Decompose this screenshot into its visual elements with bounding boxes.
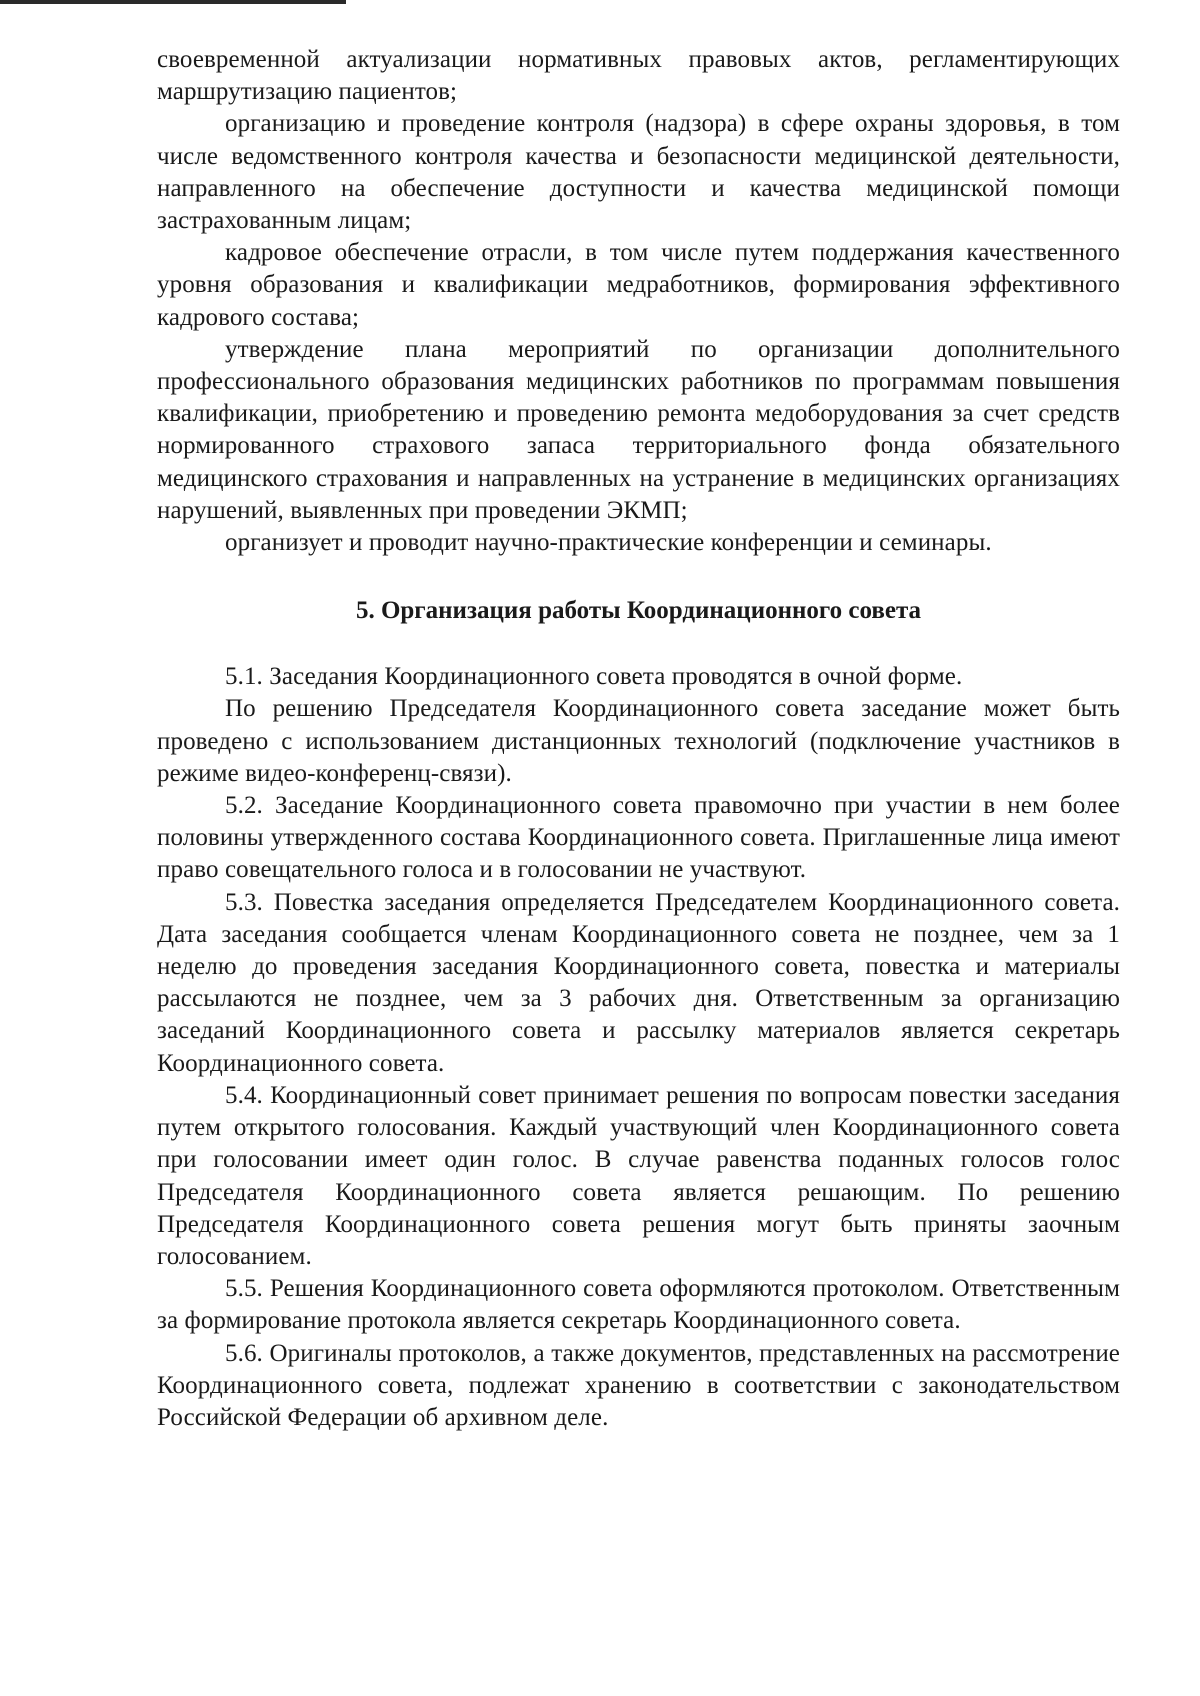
paragraph-5-2: 5.2. Заседание Координационного совета правомочно при участии в нем более половины утвержденного состава Координационного совета. Приглашенные лица имеют право совещательного голоса и в голосовании не участвуют. [157, 792, 1120, 884]
paragraph-5-5: 5.5. Решения Координационного совета оформляются протоколом. Ответственным за формирование протокола является секретарь Координационного совета. [157, 1275, 1120, 1335]
paragraph-5-4: 5.4. Координационный совет принимает решения по вопросам повестки заседания путем открытого голосования. Каждый участвующий член Координационного совета при голосовании имеет один голос. В случае равенства поданных голосов голос Председателя Координационного совета является решающим. По решению Председателя Координационного совета решения могут быть приняты заочным голосованием. [157, 1081, 1120, 1270]
paragraph-5-6: 5.6. Оригиналы протоколов, а также документов, представленных на рассмотрение Координационного совета, подлежат хранению в соответствии с законодательством Российской Федерации об архивном деле. [157, 1339, 1120, 1431]
paragraph-control: организацию и проведение контроля (надзора) в сфере охраны здоровья, в том числе ведомственного контроля качества и безопасности медицинской деятельности, направленного на обеспечение доступности и качества медицинской помощи застрахованным лицам; [157, 110, 1120, 235]
paragraph-continuation: своевременной актуализации нормативных правовых актов, регламентирующих маршрутизацию пациентов; [157, 46, 1120, 106]
section-heading: 5. Организация работы Координационного совета [355, 597, 922, 625]
paragraph-staffing: кадровое обеспечение отрасли, в том числе путем поддержания качественного уровня образования и квалификации медработников, формирования эффективного кадрового состава; [157, 239, 1120, 331]
paragraph-5-1-remote: По решению Председателя Координационного совета заседание может быть проведено с использованием дистанционных технологий (подключение участников в режиме видео-конференц-связи). [157, 695, 1120, 787]
top-rule-divider [0, 0, 346, 4]
paragraph-education-plan: утверждение плана мероприятий по организации дополнительного профессионального образования медицинских работников по программам повышения квалификации, приобретению и проведению ремонта медоборудования за счет средств нормированного страхового запаса территориального фонда обязательного медицинского страхования и направленных на устранение в медицинских организациях нарушений, выявленных при проведении ЭКМП; [157, 335, 1120, 524]
paragraph-5-3: 5.3. Повестка заседания определяется Председателем Координационного совета. Дата заседания сообщается членам Координационного совета не позднее, чем за 1 неделю до проведения заседания Координационного совета, повестка и материалы рассылаются не позднее, чем за 3 рабочих дня. Ответственным за организацию заседаний Координационного совета и рассылку материалов является секретарь Координационного совета. [157, 888, 1120, 1077]
paragraph-conferences: организует и проводит научно-практические конференции и семинары. [225, 529, 992, 557]
paragraph-5-1: 5.1. Заседания Координационного совета проводятся в очной форме. [225, 663, 963, 691]
